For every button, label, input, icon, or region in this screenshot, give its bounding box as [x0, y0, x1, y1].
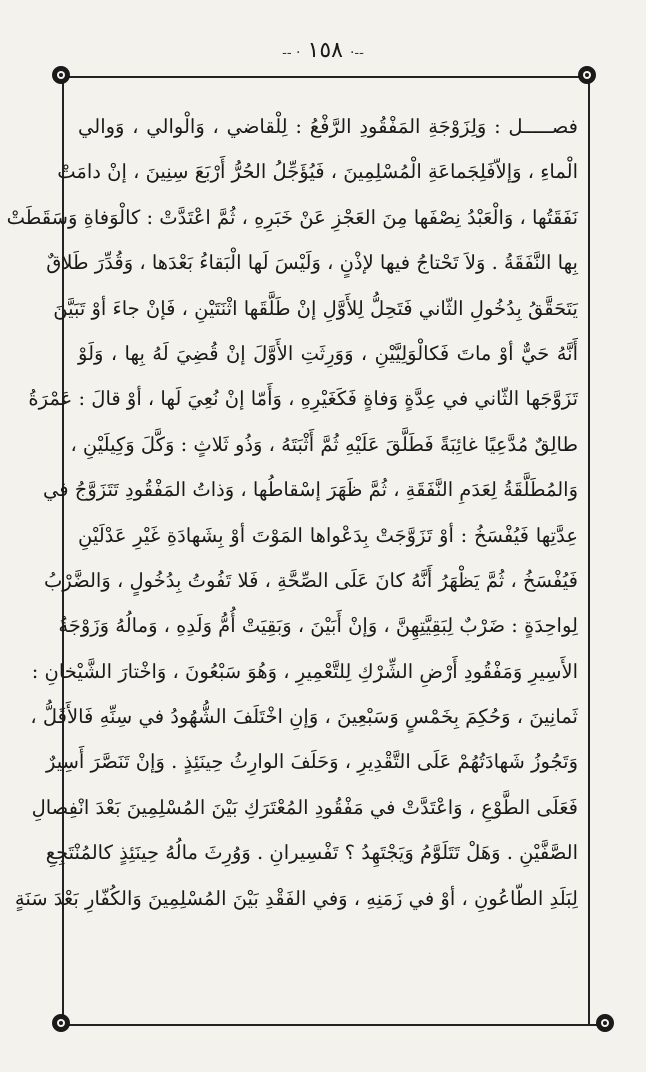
- frame-right-rule: [588, 76, 590, 1024]
- text-line: عِدَّتِها فَيُفْسَخُ : أوْ تَزَوَّجَتْ بِدَعْواها المَوْتَ أوْ بِشَهادَةِ غَيْرِ عَدْلَيْنِ: [78, 523, 578, 547]
- text-line: وَالمُطَلَّقَةُ لِعَدَمِ النَّفَقَةِ ، ثُمَّ ظَهَرَ إسْقاطُها ، وَذاتُ المَفْقُودِ تَتَزَوَّجُ في: [42, 478, 578, 502]
- page-number: ١٥٨: [307, 38, 343, 63]
- header-left-mark: -- ·: [282, 45, 301, 61]
- text-line: يَتَحَقَّقُ بِدُخُولِ الثّاني فَتَحِلُّ لِلأَوَّلِ إنْ طَلَّقَها اثْنَتَيْنِ ، فَإنْ جاءَ أوْ تَبَيَّنَ: [53, 296, 578, 320]
- text-line: فَيُفْسَخُ ، ثُمَّ يَظْهَرُ أَنَّهُ كانَ عَلَى الصِّحَّةِ ، فَلا تَفُوتُ بِدُخُولٍ ، وَالضَّرْبُ: [43, 568, 578, 592]
- corner-ornament-icon: [50, 1012, 72, 1034]
- text-line: أَنَّهُ حَيٌّ أوْ ماتَ فَكالْوَلِيَّيْنِ ، وَوَرِثَتِ الأَوَّلَ إنْ قُضِيَ لَهُ بِها ، وَلَوْ: [78, 341, 578, 365]
- corner-ornament-icon: [50, 64, 72, 86]
- frame-top-rule: [62, 76, 588, 78]
- corner-ornament-icon: [576, 64, 598, 86]
- frame-bottom-rule: [62, 1024, 606, 1026]
- page-number-area: [0, 38, 646, 63]
- text-line: الأَسِيرِ وَمَفْقُودِ أَرْضِ الشِّرْكِ لِلتَّعْمِيرِ ، وَهُوَ سَبْعُونَ ، وَاخْتارَ الشَّيْخانِ :: [31, 659, 578, 683]
- corner-ornament-icon: [594, 1012, 616, 1034]
- text-line: نَفَقَتُها ، وَالْعَبْدُ نِصْفَها مِنَ العَجْزِ عَنْ خَبَرِهِ ، ثُمَّ اعْتَدَّتْ : كالْوَفاةِ وَسَقَطَتْ: [6, 205, 578, 229]
- text-line: تَزَوَّجَها الثّاني في عِدَّةٍ وَفاةٍ فَكَغَيْرِهِ ، وَأَمّا إنْ نُعِيَ لَها ، أوْ قالَ : عَمْرَةُ: [28, 387, 578, 411]
- arabic-text-body: [6, 104, 578, 921]
- text-line: لِواحِدَةٍ : ضَرْبٌ لِبَقِيَّتِهِنَّ ، وَإنْ أَبَيْنَ ، وَبَقِيَتْ أُمُّ وَلَدِهِ ، وَمالُهُ وَزَوْجَةُ: [58, 614, 578, 638]
- text-line: لِبَلَدِ الطّاعُونِ ، أوْ في زَمَنِهِ ، وَفي الفَقْدِ بَيْنَ المُسْلِمِينَ وَالكُفّارِ بَعْدَ سَنَةٍ: [14, 886, 578, 910]
- text-line: وَتَجُوزُ شَهادَتُهُمْ عَلَى التَّقْدِيرِ ، وَحَلَفَ الوارِثُ حِينَئِذٍ . وَإنْ تَنَصَّرَ أَسِيرٌ: [45, 750, 578, 774]
- header-right-mark: ·--: [349, 45, 364, 61]
- text-line: فَعَلَى الطَّوْعِ ، وَاعْتَدَّتْ في مَفْقُودِ المُعْتَرَكِ بَيْنَ المُسْلِمِينَ بَعْدَ انْفِصالِ: [31, 795, 578, 819]
- text-line: الْماءِ ، وَإلاّفَلِجَماعَةِ الْمُسْلِمِينَ ، فَيُؤَجِّلُ الحُرُّ أَرْبَعَ سِنِينَ ، إنْ دامَتْ: [57, 160, 578, 184]
- text-line: فصـــــل : وَلِزَوْجَةِ المَفْقُودِ الرَّفْعُ : لِلْقاضي ، وَالْوالي ، وَوالي: [78, 115, 578, 138]
- text-line: ثَمانِينَ ، وَحُكِمَ بِخَمْسٍ وَسَبْعِينَ ، وَإنِ اخْتَلَفَ الشُّهُودُ في سِنِّهِ فَالأَقَلُّ ،: [30, 705, 578, 729]
- text-line: طالِقٌ مُدَّعِيًا غائِبَةً فَطَلَّقَ عَلَيْهِ ثُمَّ أَثْبَتَهُ ، وَذُو ثَلاثٍ : وَكَّلَ وَكِيلَيْنِ ،: [70, 432, 578, 456]
- text-line: الصَّفَّيْنِ . وَهَلْ تَتَلَوَّمُ وَيَجْتَهِدُ ؟ تَفْسِيرانِ . وَوُرِثَ مالُهُ حِينَئِذٍ كالمُنْتَجِعِ: [45, 841, 578, 865]
- text-line: بِها النَّفَقَةُ . وَلاَ تَحْتاجُ فيها لإذْنٍ ، وَلَيْسَ لَها الْبَقاءُ بَعْدَها ، وَقُدِّرَ طَلاقٌ: [46, 251, 578, 275]
